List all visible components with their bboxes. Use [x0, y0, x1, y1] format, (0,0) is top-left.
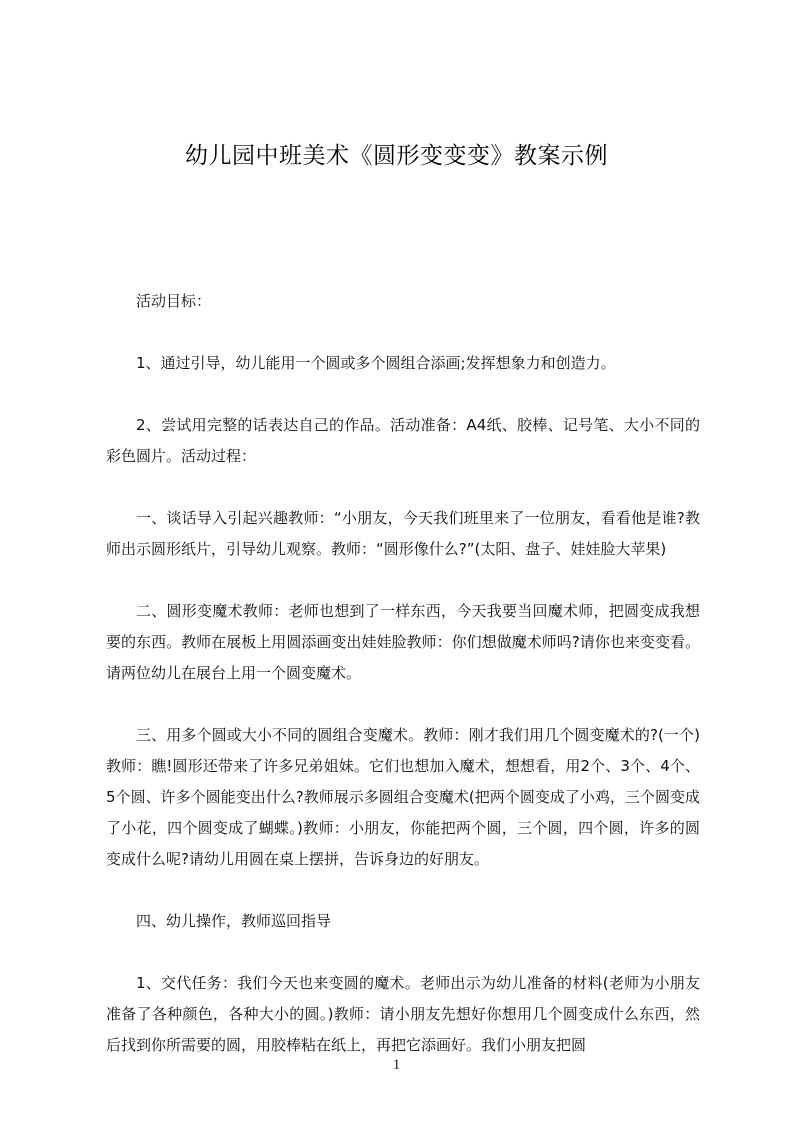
process-step-1: 一、谈话导入引起兴趣教师：“小朋友，今天我们班里来了一位朋友，看看他是谁?教师出示圆形纸片，引导幼儿观察。教师：“圆形像什么?”(太阳、盘子、娃娃脸大苹果): [106, 509, 700, 558]
document-title: 幼儿园中班美术《圆形变变变》教案示例: [185, 143, 608, 169]
page-number: 1: [392, 1057, 401, 1073]
process-step-2: 二、圆形变魔术教师：老师也想到了一样东西，今天我要当回魔术师，把圆变成我想要的东西。教师在展板上用圆添画变出娃娃脸教师：你们想做魔术师吗?请你也来变变看。请两位幼儿在展台上用一个圆变魔术。: [106, 602, 700, 682]
document-body: [106, 286, 700, 1092]
process-step-4-heading: 四、幼儿操作，教师巡回指导: [136, 912, 332, 930]
goal-item-2-and-preparation: 2、尝试用完整的话表达自己的作品。活动准备：A4纸、胶棒、记号笔、大小不同的彩色圆片。活动过程：: [106, 416, 700, 465]
process-step-4-task: 1、交代任务：我们今天也来变圆的魔术。老师出示为幼儿准备的材料(老师为小朋友准备了各种颜色，各种大小的圆。)教师：请小朋友先想好你想用几个圆变成什么东西，然后找到你所需要的圆，用胶棒粘在纸上，再把它添画好。我们小朋友把圆: [106, 974, 700, 1054]
section-label-goals: 活动目标：: [136, 292, 212, 310]
process-step-3: 三、用多个圆或大小不同的圆组合变魔术。教师：刚才我们用几个圆变魔术的?(一个)教师：瞧!圆形还带来了许多兄弟姐妹。它们也想加入魔术，想想看，用2个、3个、4个、5个圆、许多个圆能变出什么?教师展示多圆组合变魔术(把两个圆变成了小鸡，三个圆变成了小花，四个圆变成了蝴蝶。)教师：小朋友，你能把两个圆，三个圆，四个圆，许多的圆变成什么呢?请幼儿用圆在桌上摆拼，告诉身边的好朋友。: [106, 726, 700, 868]
goal-item-1: 1、通过引导，幼儿能用一个圆或多个圆组合添画;发挥想象力和创造力。: [136, 354, 616, 372]
